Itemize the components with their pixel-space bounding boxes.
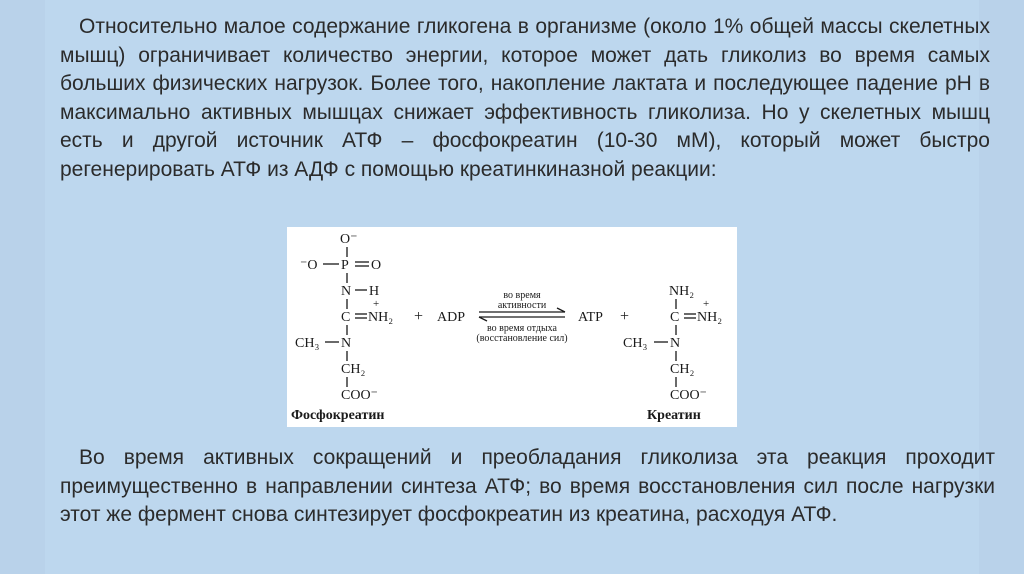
creatine-kinase-reaction-figure	[287, 227, 737, 427]
cr-nh2-top: NH₂	[669, 284, 695, 299]
adp-label: ADP	[437, 310, 466, 325]
pc-charge: +	[373, 298, 380, 310]
plus-sign-2: +	[620, 308, 630, 325]
slide	[45, 0, 995, 574]
pc-coo: COO⁻	[341, 388, 378, 403]
pc-o-top: O⁻	[340, 232, 358, 247]
creatine-structure	[623, 284, 722, 423]
pc-o-right: O	[371, 258, 382, 273]
pc-n2: N	[341, 336, 352, 351]
cr-charge: +	[703, 298, 710, 310]
forward-label-line2: активности	[497, 300, 547, 311]
pc-o-left: ⁻O	[300, 258, 318, 273]
pc-c: C	[341, 310, 351, 325]
reverse-label-line1: во время отдыха	[487, 323, 557, 334]
reverse-label-line2: (восстановление сил)	[476, 333, 568, 344]
cr-c: C	[670, 310, 680, 325]
cr-n: N	[670, 336, 681, 351]
forward-label-line1: во время	[503, 290, 541, 301]
pc-h: H	[369, 284, 380, 299]
atp-label: ATP	[578, 310, 603, 325]
paragraph-conclusion: Во время активных сокращений и преобладания гликолиза эта реакция проходит преимущественно в направлении синтеза АТФ; во время восстановления сил после нагрузки этот же фермент снова синтезирует фосфокреатин из креатина, расходуя АТФ.	[60, 446, 995, 527]
cr-ch3: CH₃	[623, 336, 648, 351]
phosphocreatine-structure	[291, 232, 393, 423]
paragraph-intro: Относительно малое содержание гликогена в организме (около 1% общей массы скелетных мышц) ограничивает количество энергии, которое может дать гликолиз во время самых больших физических нагрузок. Более того, накопление лактата и последующее падение pH в максимально активных мышцах снижает эффективность гликолиза. Но у скелетных мышц есть и другой источник АТФ – фосфокреатин (10-30 мМ), который может быстро регенерировать АТФ из АДФ с помощью креатинкиназной реакции:	[60, 15, 990, 181]
pc-p: P	[341, 258, 349, 273]
creatine-label: Креатин	[647, 408, 701, 423]
cr-nh2: NH₂	[697, 310, 723, 325]
pc-ch2: CH₂	[341, 362, 366, 377]
cr-coo: COO⁻	[670, 388, 707, 403]
pc-ch3: CH₃	[295, 336, 320, 351]
phosphocreatine-label: Фосфокреатин	[291, 408, 385, 423]
plus-sign-1: +	[414, 308, 424, 325]
reaction-diagram	[287, 227, 737, 427]
pc-nh2: NH₂	[368, 310, 394, 325]
cr-ch2: CH₂	[670, 362, 695, 377]
pc-n-h: N	[341, 284, 352, 299]
